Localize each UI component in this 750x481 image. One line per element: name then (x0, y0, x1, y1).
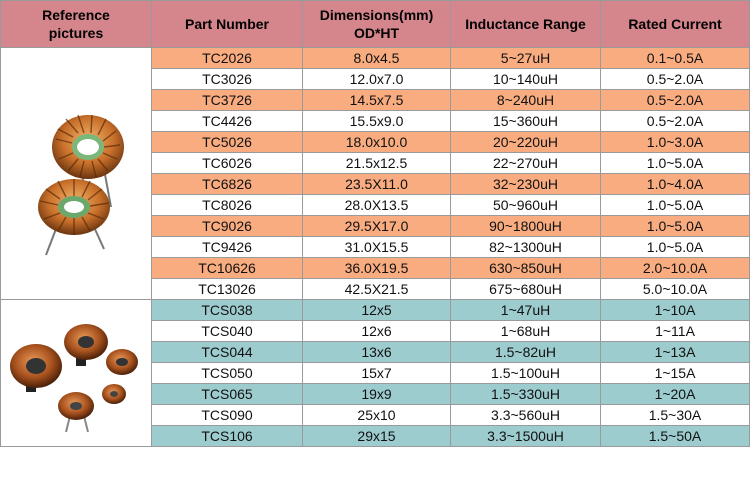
inductance-cell: 1~47uH (451, 300, 601, 321)
rated-current-cell: 1~15A (601, 363, 750, 384)
part-number-cell: TCS065 (152, 384, 303, 405)
header-dimensions (303, 1, 451, 48)
inductance-cell: 82~1300uH (451, 237, 601, 258)
dimensions-cell: 31.0X15.5 (303, 237, 451, 258)
dimensions-cell: 12x5 (303, 300, 451, 321)
header-row (1, 1, 750, 48)
inductance-cell: 32~230uH (451, 174, 601, 195)
part-number-cell: TCS106 (152, 426, 303, 447)
dimensions-cell: 13x6 (303, 342, 451, 363)
dimensions-cell: 29.5X17.0 (303, 216, 451, 237)
header-inductance-range: Inductance Range (451, 1, 601, 48)
tc-reference-picture (1, 48, 152, 300)
dimensions-cell: 12.0x7.0 (303, 69, 451, 90)
rated-current-cell: 0.5~2.0A (601, 111, 750, 132)
inductance-cell: 1.5~330uH (451, 384, 601, 405)
part-number-cell: TC9426 (152, 237, 303, 258)
header-part-number: Part Number (152, 1, 303, 48)
part-number-cell: TC6826 (152, 174, 303, 195)
part-number-cell: TC4426 (152, 111, 303, 132)
inductance-cell: 675~680uH (451, 279, 601, 300)
part-number-cell: TCS038 (152, 300, 303, 321)
part-number-cell: TCS090 (152, 405, 303, 426)
inductance-cell: 15~360uH (451, 111, 601, 132)
rated-current-cell: 1.0~4.0A (601, 174, 750, 195)
part-number-cell: TC3026 (152, 69, 303, 90)
rated-current-cell: 1~13A (601, 342, 750, 363)
table-row (1, 300, 750, 321)
inductance-cell: 5~27uH (451, 48, 601, 69)
part-number-cell: TC9026 (152, 216, 303, 237)
inductance-cell: 10~140uH (451, 69, 601, 90)
header-dimensions-line2: OD*HT (353, 25, 400, 41)
rated-current-cell: 2.0~10.0A (601, 258, 750, 279)
dimensions-cell: 21.5x12.5 (303, 153, 451, 174)
rated-current-cell: 0.5~2.0A (601, 90, 750, 111)
inductance-cell: 50~960uH (451, 195, 601, 216)
toroid-inductor-photo (16, 79, 136, 269)
inductance-cell: 3.3~1500uH (451, 426, 601, 447)
tcs-reference-picture (1, 300, 152, 447)
part-number-cell: TC6026 (152, 153, 303, 174)
dimensions-cell: 23.5X11.0 (303, 174, 451, 195)
rated-current-cell: 0.5~2.0A (601, 69, 750, 90)
inductance-cell: 1~68uH (451, 321, 601, 342)
inductance-cell: 22~270uH (451, 153, 601, 174)
header-rated-current: Rated Current (601, 1, 750, 48)
part-number-cell: TCS044 (152, 342, 303, 363)
dimensions-cell: 25x10 (303, 405, 451, 426)
rated-current-cell: 1.0~3.0A (601, 132, 750, 153)
dimensions-cell: 42.5X21.5 (303, 279, 451, 300)
header-reference-pictures: Reference pictures (1, 1, 152, 48)
inductance-cell: 630~850uH (451, 258, 601, 279)
part-number-cell: TC3726 (152, 90, 303, 111)
part-number-cell: TC5026 (152, 132, 303, 153)
dimensions-cell: 15.5x9.0 (303, 111, 451, 132)
dimensions-cell: 15x7 (303, 363, 451, 384)
rated-current-cell: 1.0~5.0A (601, 195, 750, 216)
rated-current-cell: 1~11A (601, 321, 750, 342)
inductance-cell: 1.5~100uH (451, 363, 601, 384)
inductance-cell: 3.3~560uH (451, 405, 601, 426)
header-dimensions-line1: Dimensions(mm) (319, 7, 434, 23)
mounted-toroid-inductor-photo (6, 308, 146, 438)
inductance-cell: 90~1800uH (451, 216, 601, 237)
rated-current-cell: 1.0~5.0A (601, 237, 750, 258)
part-number-cell: TC10626 (152, 258, 303, 279)
rated-current-cell: 1~10A (601, 300, 750, 321)
dimensions-cell: 29x15 (303, 426, 451, 447)
dimensions-cell: 19x9 (303, 384, 451, 405)
table-row (1, 48, 750, 69)
dimensions-cell: 12x6 (303, 321, 451, 342)
dimensions-cell: 28.0X13.5 (303, 195, 451, 216)
rated-current-cell: 1.0~5.0A (601, 216, 750, 237)
rated-current-cell: 1.5~50A (601, 426, 750, 447)
dimensions-cell: 14.5x7.5 (303, 90, 451, 111)
rated-current-cell: 1.0~5.0A (601, 153, 750, 174)
rated-current-cell: 0.1~0.5A (601, 48, 750, 69)
part-number-cell: TC2026 (152, 48, 303, 69)
rated-current-cell: 1~20A (601, 384, 750, 405)
dimensions-cell: 18.0x10.0 (303, 132, 451, 153)
rated-current-cell: 5.0~10.0A (601, 279, 750, 300)
inductance-cell: 20~220uH (451, 132, 601, 153)
table-body (1, 48, 750, 447)
dimensions-cell: 36.0X19.5 (303, 258, 451, 279)
rated-current-cell: 1.5~30A (601, 405, 750, 426)
inductance-cell: 1.5~82uH (451, 342, 601, 363)
part-number-cell: TCS050 (152, 363, 303, 384)
inductance-cell: 8~240uH (451, 90, 601, 111)
part-number-cell: TCS040 (152, 321, 303, 342)
part-number-cell: TC13026 (152, 279, 303, 300)
dimensions-cell: 8.0x4.5 (303, 48, 451, 69)
part-number-cell: TC8026 (152, 195, 303, 216)
